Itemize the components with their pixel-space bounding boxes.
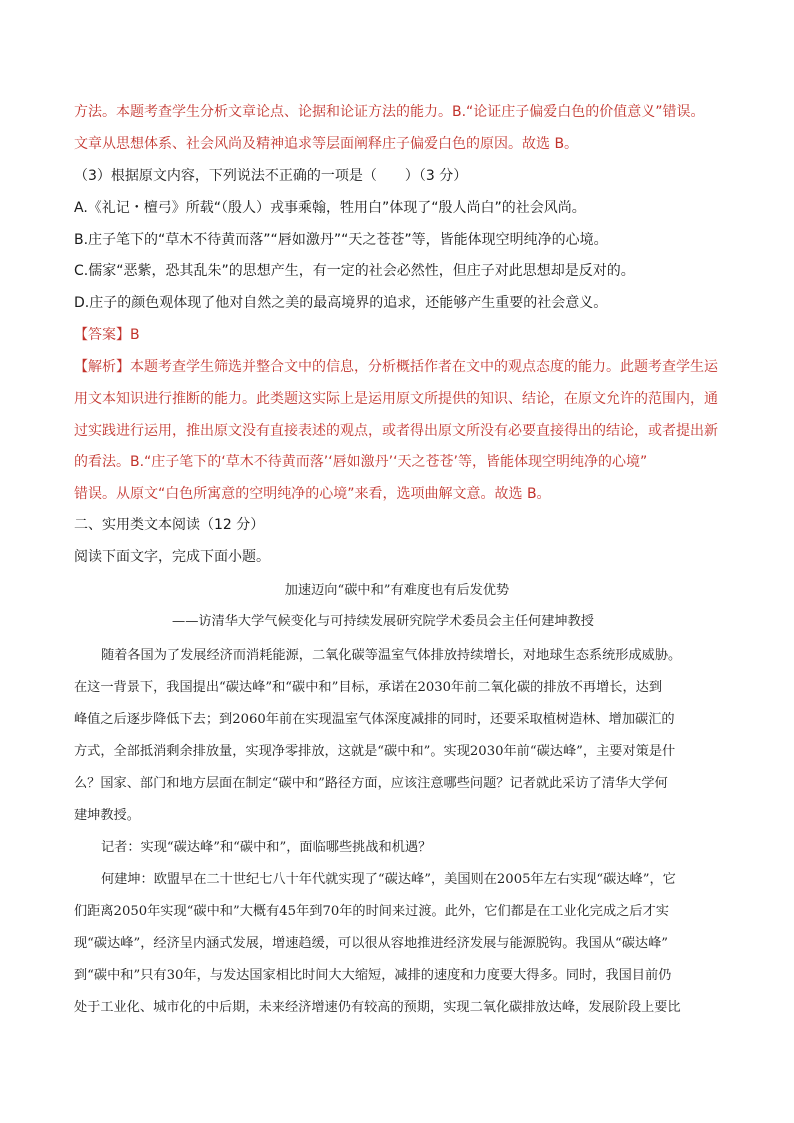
article-paragraph-1-line-2: 在这一背景下，我国提出“碳达峰”和“碳中和”目标，承诺在2030年前二氧化碳的排放不再增长，达到: [74, 680, 663, 695]
article-paragraph-2-line-5: 处于工业化、城市化的中后期，未来经济增速仍有较高的预期，实现二氧化碳排放达峰，发展阶段上要比: [74, 1000, 681, 1015]
option-d: D.庄子的颜色观体现了他对自然之美的最高境界的追求，还能够产生重要的社会意义。: [74, 295, 608, 311]
analysis-tag: 【解析】: [74, 359, 130, 375]
analysis-line-2: 用文本知识进行推断的能力。此类题这实际上是运用原文所提供的知识、结论，在原文允许的范围内，通: [74, 391, 718, 407]
article-subtitle: ——访清华大学气候变化与可持续发展研究院学术委员会主任何建坤教授: [172, 614, 594, 629]
article-paragraph-1-line-6: 建坤教授。: [74, 808, 140, 823]
article-paragraph-2-line-4: 到“碳中和”只有30年，与发达国家相比时间大大缩短，减排的速度和力度要大得多。同时，我国目前仍: [74, 968, 672, 983]
option-a: A.《礼记・檀弓》所载“（殷人）戎事乘翰，牲用白”体现了“殷人尚白”的社会风尚。: [74, 200, 586, 216]
option-c: C.儒家“恶紫，恐其乱朱”的思想产生，有一定的社会必然性，但庄子对此思想却是反对的。: [74, 263, 635, 279]
article-paragraph-2-line-1: 何建坤：欧盟早在二十世纪七八十年代就实现了“碳达峰”，美国则在2005年左右实现“碳达峰”，它: [101, 872, 676, 887]
previous-analysis-line-2: 文章从思想体系、社会风尚及精神追求等层面阐释庄子偏爱白色的原因。故选 B。: [74, 136, 579, 152]
analysis-line-1: [74, 359, 718, 375]
question-3-stem: （3）根据原文内容，下列说法不正确的一项是（ ）（3 分）: [74, 168, 468, 184]
article-paragraph-1-line-5: 么？国家、部门和地方层面在制定“碳中和”路径方面，应该注意哪些问题？记者就此采访了清华大学何: [74, 776, 668, 791]
article-paragraph-1-line-3: 峰值之后逐步降低下去；到2060年前在实现温室气体深度减排的同时，还要采取植树造林、增加碳汇的: [74, 712, 675, 727]
article-paragraph-1-line-4: 方式，全部抵消剩余排放量，实现净零排放，这就是“碳中和”。实现2030年前“碳达峰”，主要对策是什: [74, 744, 676, 759]
previous-analysis-line-1: 方法。本题考查学生分析文章论点、论据和论证方法的能力。B.“论证庄子偏爱白色的价值意义”错误。: [74, 104, 705, 120]
section-instruction: 阅读下面文字，完成下面小题。: [74, 549, 270, 565]
section-heading: 二、实用类文本阅读（12 分）: [74, 517, 265, 533]
analysis-line-5: 错误。从原文“白色所寓意的空明纯净的心境”来看，选项曲解文意。故选 B。: [74, 486, 551, 502]
analysis-text-1: 本题考查学生筛选并整合文中的信息，分析概括作者在文中的观点态度的能力。此题考查学生运: [130, 359, 718, 375]
article-paragraph-2-line-2: 们距离2050年实现“碳中和”大概有45年到70年的时间来过渡。此外，它们都是在工业化完成之后才实: [74, 904, 669, 919]
article-title: 加速迈向“碳中和”有难度也有后发优势: [284, 583, 510, 598]
article-paragraph-1-line-1: 随着各国为了发展经济而消耗能源，二氧化碳等温室气体排放持续增长，对地球生态系统形成威胁。: [101, 648, 682, 663]
article-paragraph-2-line-3: 现“碳达峰”，经济呈内涵式发展，增速趋缓，可以很从容地推进经济发展与能源脱钩。我国从“碳达峰”: [74, 936, 669, 951]
reporter-question: 记者：实现“碳达峰”和“碳中和”，面临哪些挑战和机遇？: [101, 840, 432, 855]
analysis-line-4: 的看法。B.“庄子笔下的‘草木不待黄而落’‘唇如激丹’‘天之苍苍’等，皆能体现空明纯净的心境”: [74, 454, 648, 470]
option-b: B.庄子笔下的“草木不待黄而落”“唇如激丹”“天之苍苍”等，皆能体现空明纯净的心境。: [74, 232, 608, 248]
answer-label: 【答案】B: [74, 327, 140, 343]
analysis-line-3: 过实践进行运用，推出原文没有直接表述的观点，或者得出原文所没有必要直接得出的结论，或者提出新: [74, 423, 718, 439]
